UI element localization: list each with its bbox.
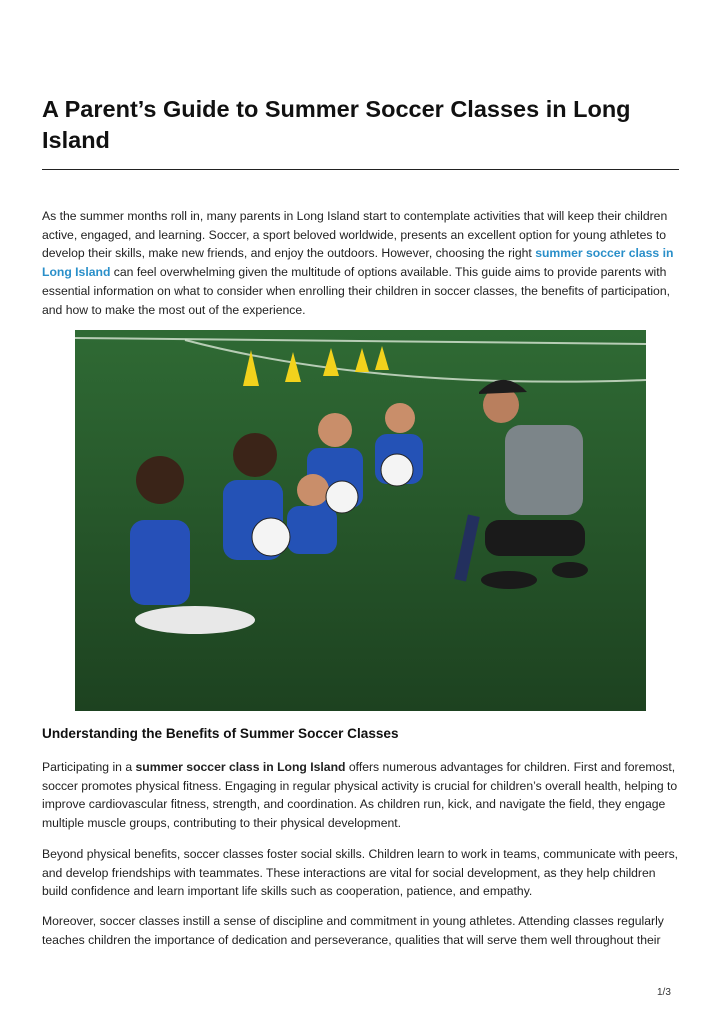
benefits-paragraph-1 <box>42 758 679 833</box>
title-divider <box>42 169 679 170</box>
benefits-paragraph-2: Beyond physical benefits, soccer classes foster social skills. Children learn to work in teams, communicate with peers, and develop friendships with teammates. These interactions are vital for social development, as they help children build confidence and learn important life skills such as cooperation, patience, and empathy. <box>42 847 679 899</box>
intro-text-before: As the summer months roll in, many parents in Long Island start to contemplate activities that will keep their children active, engaged, and learning. Soccer, a sport beloved worldwide, presents an excellent option for young athletes to develop their skills, make new friends, and enjoy the outdoors. However, choosing the right <box>42 209 668 261</box>
article-title: A Parent’s Guide to Summer Soccer Classes in Long Island <box>42 96 631 153</box>
benefits-paragraph-3: Moreover, soccer classes instill a sense of discipline and commitment in young athletes. Attending classes regularly teaches children the importance of dedication and perseverance, qualities that will serve them well throughout their <box>42 914 664 947</box>
intro-text-after: can feel overwhelming given the multitude of options available. This guide aims to provide parents with essential information on what to consider when enrolling their children in soccer classes, the benefits of participation, and how to make the most out of the experience. <box>42 265 670 317</box>
benefits-para1-before: Participating in a <box>42 760 136 774</box>
summer-soccer-class-link[interactable]: summer soccer class in Long Island <box>42 246 674 280</box>
page-number: 1/3 <box>657 987 671 998</box>
intro-paragraph <box>42 207 679 319</box>
benefits-para1-bold: summer soccer class in Long Island <box>135 760 346 774</box>
benefits-para1-after: offers numerous advantages for children. First and foremost, soccer promotes physical fitness. Engaging in regular physical activity is crucial for children’s overall health, helping to improve cardiovascular fitness, strength, and coordination. As children run, kick, and navigate the field, they engage multiple muscle groups, contributing to their physical development. <box>42 760 678 831</box>
section-heading-benefits: Understanding the Benefits of Summer Soccer Classes <box>42 726 399 741</box>
soccer-class-photo <box>75 330 646 711</box>
